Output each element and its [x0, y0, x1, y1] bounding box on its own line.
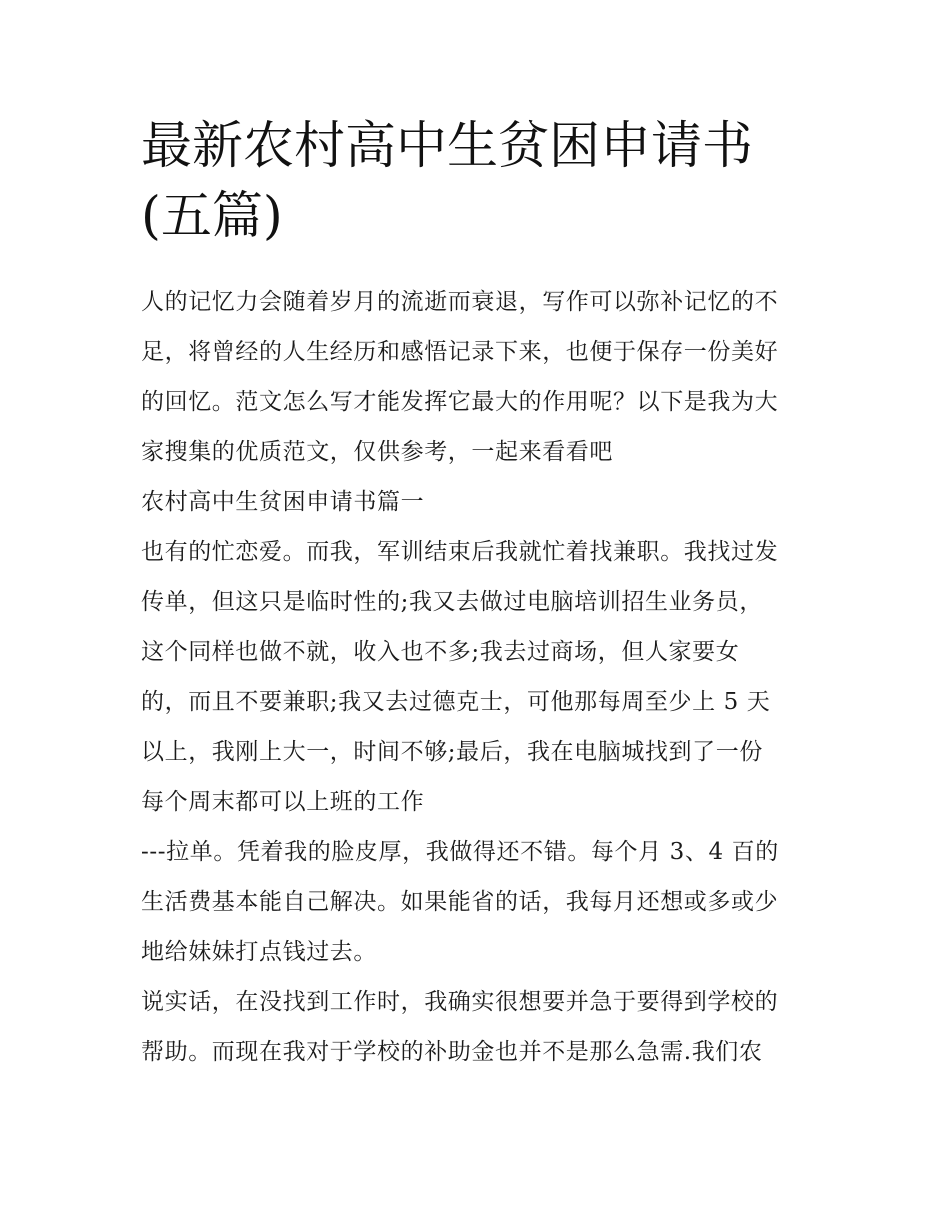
- text-line: 说实话，在没找到工作时，我确实很想要并急于要得到学校的: [141, 989, 779, 1015]
- document-title: 最新农村高中生贫困申请书(五篇): [141, 117, 754, 246]
- text-line: 也有的忙恋爱。而我，军训结束后我就忙着找兼职。我找过发: [141, 539, 779, 565]
- text-line: 这个同样也做不就，收入也不多;我去过商场，但人家要女: [141, 639, 740, 665]
- section-heading: [141, 477, 816, 527]
- text-line: 传单，但这只是临时性的;我又去做过电脑培训招生业务员，: [141, 589, 763, 615]
- text-line: 每个周末都可以上班的工作: [141, 789, 425, 815]
- text-line: 的，而且不要兼职;我又去过德克士，可他那每周至少上 5 天: [141, 689, 771, 715]
- body-paragraph-3: [141, 977, 816, 1077]
- text-line: 地给妹妹打点钱过去。: [141, 939, 377, 965]
- text-line: ---拉单。凭着我的脸皮厚，我做得还不错。每个月 3、4 百的: [141, 839, 779, 865]
- text-line: 足，将曾经的人生经历和感悟记录下来，也便于保存一份美好: [141, 339, 779, 365]
- intro-paragraph: [141, 277, 816, 477]
- text-line: 以上，我刚上大一，时间不够;最后，我在电脑城找到了一份: [141, 739, 763, 765]
- text-line: 的回忆。范文怎么写才能发挥它最大的作用呢？以下是我为大: [141, 389, 779, 415]
- text-line: 人的记忆力会随着岁月的流逝而衰退，写作可以弥补记忆的不: [141, 289, 779, 315]
- body-paragraph-1: [141, 527, 816, 827]
- text-line: 帮助。而现在我对于学校的补助金也并不是那么急需.我们农: [141, 1039, 763, 1065]
- body-paragraph-2: [141, 827, 816, 977]
- section-heading-text: 农村高中生贫困申请书篇一: [141, 489, 425, 515]
- document-content: [141, 112, 816, 1077]
- text-line: 家搜集的优质范文，仅供参考，一起来看看吧: [141, 439, 613, 465]
- text-line: 生活费基本能自己解决。如果能省的话，我每月还想或多或少: [141, 889, 779, 915]
